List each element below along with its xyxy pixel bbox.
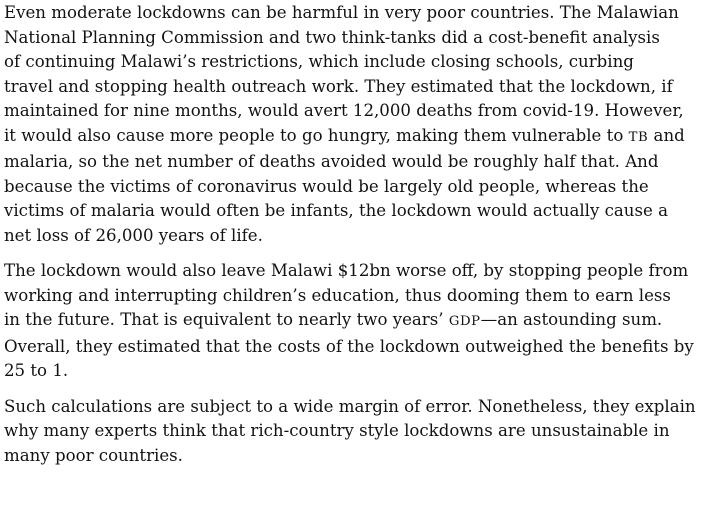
text-run: it would also cause more people to go hungry, making them vulnerable to: [4, 125, 629, 145]
text-line: [4, 284, 708, 309]
text-run: because the victims of coronavirus would be largely old people, whereas the: [4, 176, 649, 196]
article-body: [4, 1, 708, 479]
paragraph: [4, 1, 708, 248]
text-run: in the future. That is equivalent to nearly two years’: [4, 310, 449, 329]
text-line: [4, 124, 708, 151]
text-run: Even moderate lockdowns can be harmful in very poor countries. The Malawian: [4, 3, 679, 22]
small-caps-abbreviation: TB: [628, 129, 649, 145]
text-run: travel and stopping health outreach work. They estimated that the lockdown, if: [4, 76, 673, 96]
text-line: [4, 259, 708, 284]
text-line: [4, 224, 708, 249]
text-run: of continuing Malawi’s restrictions, which include closing schools, curbing: [4, 52, 634, 71]
text-line: [4, 99, 708, 124]
text-run: and: [648, 125, 685, 145]
text-run: Such calculations are subject to a wide margin of error. Nonetheless, they explain: [4, 396, 696, 416]
text-run: —an astounding sum.: [480, 310, 663, 329]
text-run: working and interrupting children’s education, thus dooming them to earn less: [4, 285, 671, 305]
text-line: [4, 75, 708, 100]
text-run: National Planning Commission and two think-tanks did a cost-benefit analysis: [4, 27, 660, 47]
text-run: Overall, they estimated that the costs of the lockdown outweighed the benefits by: [4, 336, 694, 356]
text-run: many poor countries.: [4, 445, 183, 465]
text-line: [4, 308, 708, 335]
text-run: 25 to 1.: [4, 361, 69, 380]
text-line: [4, 150, 708, 175]
text-line: [4, 419, 708, 444]
text-run: victims of malaria would often be infants, the lockdown would actually cause a: [4, 201, 668, 220]
text-run: net loss of 26,000 years of life.: [4, 225, 263, 245]
text-run: maintained for nine months, would avert 12,000 deaths from covid-19. However,: [4, 101, 684, 120]
text-line: [4, 26, 708, 51]
text-line: [4, 335, 708, 360]
text-run: The lockdown would also leave Malawi $12bn worse off, by stopping people from: [4, 261, 689, 280]
text-line: [4, 395, 708, 420]
text-line: [4, 50, 708, 75]
text-line: [4, 175, 708, 200]
paragraph: [4, 395, 708, 469]
paragraph: [4, 259, 708, 384]
small-caps-abbreviation: GDP: [448, 314, 481, 329]
text-run: malaria, so the net number of deaths avoided would be roughly half that. And: [4, 152, 659, 171]
text-line: [4, 444, 708, 469]
text-line: [4, 199, 708, 224]
text-line: [4, 1, 708, 26]
text-run: why many experts think that rich-country style lockdowns are unsustainable in: [4, 421, 670, 440]
text-line: [4, 359, 708, 384]
